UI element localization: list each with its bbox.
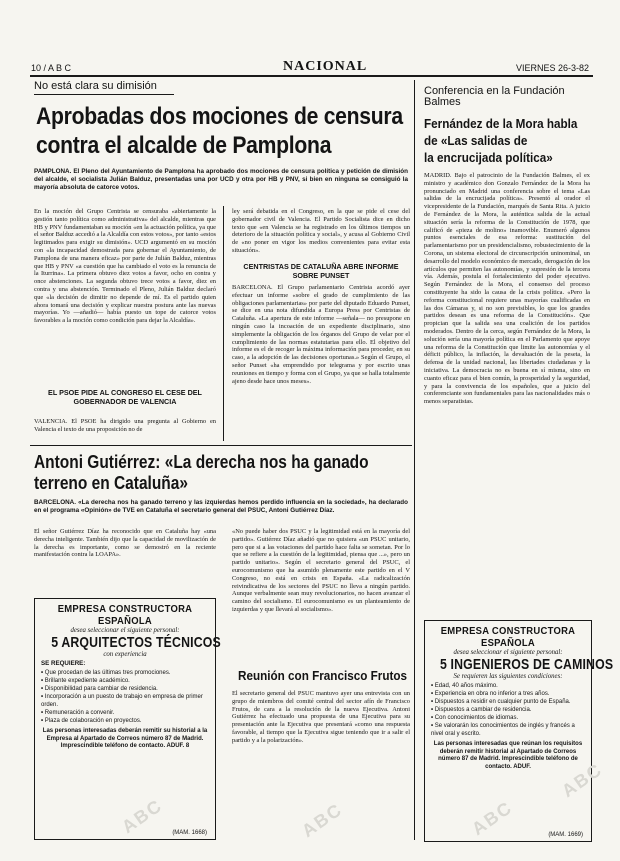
ad-left-list	[41, 669, 209, 725]
list-item: • Plaza de colaboración en proyectos.	[41, 717, 209, 725]
watermark: ABC	[468, 796, 517, 840]
ad-arquitectos	[34, 598, 221, 840]
ad-right-sub2: Se requieren las siguientes condiciones:	[453, 673, 563, 680]
article1-lead: PAMPLONA. El Pleno del Ayuntamiento de Pamplona ha aprobado dos mociones de censura política y petición de dimisión del alcalde, el socialista Julián Balduz, presentadas una por UCD y otra por HB y PNV, si bien en ninguna se consiguió la mayoría absoluta de catorce votos.	[34, 168, 408, 191]
article3-body: El secretario general del PSUC mantuvo ayer una entrevista con un grupo de miembros del comité central del sector afín de Francisco Frutos, de cara a la resolución de la nueva Ejecutiva. Antoni Gutiérrez ha efectuado una propuesta de una Ejecutiva para su presentación ante la Ejecutiva que presentará «como una respuesta favorable, al tiempo que la Ejecutiva sigue teniendo que ir a salir el partido y a la polarización».	[232, 690, 410, 744]
column-divider	[223, 206, 224, 441]
list-item: • Que procedan de las últimas tres promociones.	[41, 669, 209, 677]
article1-col1-after: VALENCIA. El PSOE ha dirigido una pregunta al Gobierno en Valencia el texto de una proposición no de	[34, 418, 216, 433]
issue-date: VIERNES 26-3-82	[516, 63, 590, 73]
article2-col1: El señor Gutiérrez Díaz ha reconocido que en Cataluña hay «una derecha inteligente. También dijo que la capacidad de movilización de la derecha es importante, como se demostró en la reciente manifestación contra la LOAPA».	[34, 528, 216, 559]
article1-col1-subhead: EL PSOE PIDE AL CONGRESO EL CESE DEL GOBERNADOR DE VALENCIA	[48, 388, 202, 406]
article2-col2: «No puede haber dos PSUC y la legitimidad está en la mayoría del partido». Gutiérrez Díaz añadió que no quisiera «un PSUC unitario, pero que si a las votaciones del partido hace falta se sometan. Por lo que se refiere a la cuestión de la legitimidad, piensa que ...», pero un partido unitario». Según el secretario general del PSUC, el eurocomunismo que ha asumido plenamente este partido en el V Congreso, no está en crisis en España. «La radicalización reivindicativa de los sectores del PSUC no lleva a ningún partido. Aunque verbalmente sean muy revolucionarios, no hacen avanzar el camino del socialismo. El eurocomunismo es un planteamiento de izquierdas y que llevará al socialismo».	[232, 528, 410, 613]
sidebar-body: MADRID. Bajo el patrocinio de la Fundación Balmes, el ex ministro y académico don Gonzalo Fernández de la Mora ha pronunciado en Madrid una conferencia sobre el tema «Las salidas de la encrucijada política». Presentó al orador el vicepresidente de la Fundación, marqués de Santa Rita. A juicio de Fernández de la Mora, la auténtica salida de la actual situación sería la reforma de la Constitución de 1978, que calificó de «pieza de molino» inamovible. Enumeró algunos puntos esenciales de esa reforma: sustitución del parlamentarismo por un presidencialismo, robustecimiento de la Corona, un sistema electoral de circunscripción uninominal, un desarrollo del modelo económico de mercado, derogación de los artículos que permiten las autonomías, y supresión de la tercera vía. Además, postula el fortalecimiento del poder ejecutivo. Según Fernández de la Mora, el consenso del proceso constituyente ha sido la causa de la crisis política. «Pero la reforma constitucional requiere unas mayorías cualificadas en las dos Cámaras y, si no son previsibles, lo que los grandes partidos desean es una reforma de la Constitución». Que propician que la salida sea una coalición de los partidos moderados. Dentro de la cerca, según Fernández de la Mora, la solución sería una mayoría política en el Parlamento que apoye una reforma de la Constitución que limite las autonomías y el déficit público, la inflación, la devaluación de la peseta, la defensa de la unidad nacional, las libertades ciudadanas y la iniciativa. La democracia no es buena en sí misma, sino en cuanto eficaz para el bien común, la prosperidad y la seguridad, y para la convivencia de los españoles, que a juicio del conferenciante son fundamentales para las nacionalidades más o menos separatistas.	[424, 172, 590, 406]
list-item: • Brillante expediente académico.	[41, 677, 209, 685]
sidebar-title-line2: de «Las salidas de	[424, 133, 528, 148]
sidebar-title-line1: Fernández de la Mora habla	[424, 116, 578, 131]
watermark: ABC	[118, 794, 167, 838]
ad-right-list	[431, 682, 585, 738]
article1-kicker: No está clara su dimisión	[34, 80, 157, 92]
article2-title-line2: terreno en Cataluña»	[34, 473, 188, 493]
header-rule	[30, 75, 593, 77]
list-item: • Incorporación a un puesto de trabajo en empresa de primer orden.	[41, 693, 209, 709]
article1-title-line2: contra el alcalde de Pamplona	[36, 132, 332, 159]
article1-col2-after: BARCELONA. El Grupo parlamentario Centrista acordó ayer efectuar un informe «sobre el grado de cumplimiento de las obligaciones parlamentarias» por parte del diputado Eduardo Punset, se dice en una nota difundida a Europa Press por Centristas de Cataluña. «La apertura de este informe —señala— no presupone en ningún caso la incoación de un expediente disciplinario, sino simplemente la obligación de los órganos del Grupo de velar por el cumplimiento de las normas estatutarias para ello. El objetivo del informe es el de recoger la máxima información para proceder, en su caso, a la adopción de las decisiones oportunas.» Según el Grupo, el señor Punset «ha emprendido por telegrama y por escrito unas reuniones en tiempo y forma con el Grupo, ya que se halla totalmente ajeno desde hace unos meses».	[232, 284, 410, 385]
list-item: • Edad, 40 años máximo.	[431, 682, 585, 690]
sidebar-kicker: Conferencia en la Fundación Balmes	[424, 85, 565, 108]
article1-title-line1: Aprobadas dos mociones de censura	[36, 103, 403, 130]
list-item: • Dispuestos a cambiar de residencia.	[431, 706, 585, 714]
ad-left-code: (MAM. 1668)	[172, 830, 207, 836]
watermark: ABC	[558, 758, 607, 802]
kicker-underline	[34, 94, 174, 95]
list-item: • Con conocimientos de idiomas.	[431, 714, 585, 722]
ad-left-foot: Las personas interesadas deberán remitir su historial a la Empresa al Apartado de Correos número 87 de Madrid. Imprescindible teléfono de contacto. ADUF. 8	[42, 728, 208, 749]
ad-left-headline: 5 ARQUITECTOS TÉCNICOS	[51, 634, 221, 651]
ad-left-req-label: SE REQUIERE:	[41, 660, 86, 667]
list-item: • Remuneración a convenir.	[41, 709, 209, 717]
page-label: 10 / A B C	[31, 63, 72, 73]
list-item: • Se valorarán los conocimientos de inglés y francés a nivel oral y escrito.	[431, 722, 585, 738]
list-item: • Dispuestos a residir en cualquier punto de España.	[431, 698, 585, 706]
article1-col2: ley será debatida en el Congreso, en la que se pide el cese del gobernador civil de Valencia. El Partido Socialista dice en dicho texto que «en Valencia se ha registrado en los últimos tiempos un deterioro de la situación política y social», y acusa al Gobierno Civil de «no poner en vigor los medios convenientes para evitar esta situación».	[232, 208, 410, 254]
list-item: • Disponibilidad para cambiar de residencia.	[41, 685, 209, 693]
ad-right-code: (MAM. 1669)	[548, 832, 583, 838]
article2-title-line1: Antoni Gutiérrez: «La derecha nos ha ganado	[34, 452, 369, 472]
watermark: ABC	[298, 798, 347, 842]
article1-col1: En la moción del Grupo Centrista se censuraba «abiertamente la gestión tanto política como administrativa» del alcalde, mientras que HB y PNV fundamentaban su moción «en la actuación política, ya que el señor Balduz accedió a la Alcaldía con estos votos», por tanto «estos legitimados para exigir su dimisión». UCD argumentó en su moción con «la incapacidad demostrada para gobernar el Ayuntamiento, de Pamplona de una manera eficaz» por parte de Julián Balduz, mientras que HB y PNV «a cuestión que ha cambiado el voto es la renuncia de la Iturrina». La primera obtuvo diez votos a favor, ocho en contra y once abstenciones. La segunda obtuvo trece votos a favor, diez en contra y una abstención. Terminado el Pleno, Julián Balduz declaró que «la decisión de dimitir no depende de mí. Es el partido quien ahora tomará una decisión y explicar nuestra postura ante las nuevas mayorías. Yo —añadió— había puesto un tope de catorce votos favorables a la moción como condición para dejar la Alcaldía».	[34, 208, 216, 325]
sidebar-divider	[414, 80, 415, 840]
ad-right-sub: desea seleccionar el siguiente personal:	[453, 649, 563, 656]
article1-col2-subhead: CENTRISTAS DE CATALUÑA ABRE INFORME SOBRE PUNSET	[243, 262, 399, 280]
ad-left-sub2: con experiencia	[103, 651, 147, 658]
ad-right-foot: Las personas interesadas que reúnan los requisitos deberán remitir historial al Apartado de Correos número 87 de Madrid. Imprescindible teléfono de contacto. ADUF.	[433, 741, 583, 770]
section-title: NACIONAL	[283, 59, 368, 74]
ad-left-sub: desea seleccionar el siguiente personal:	[70, 627, 180, 634]
ad-left-top: EMPRESA CONSTRUCTORA ESPAÑOLA	[57, 603, 193, 627]
ad-right-headline: 5 INGENIEROS DE CAMINOS	[439, 656, 614, 673]
article2-top-rule	[30, 445, 412, 446]
sidebar-title-line3: la encrucijada política»	[424, 150, 553, 165]
article3-title: Reunión con Francisco Frutos	[238, 668, 408, 683]
ad-right-top: EMPRESA CONSTRUCTORA ESPAÑOLA	[440, 625, 576, 649]
article2-lead: BARCELONA. «La derecha nos ha ganado terreno y las izquierdas hemos perdido influencia en la sociedad», ha declarado en el programa «Opinión» de TVE en Cataluña el secretario general del PSUC, Antoni Gutiérrez Díaz.	[34, 499, 408, 514]
list-item: • Experiencia en obra no inferior a tres años.	[431, 690, 585, 698]
